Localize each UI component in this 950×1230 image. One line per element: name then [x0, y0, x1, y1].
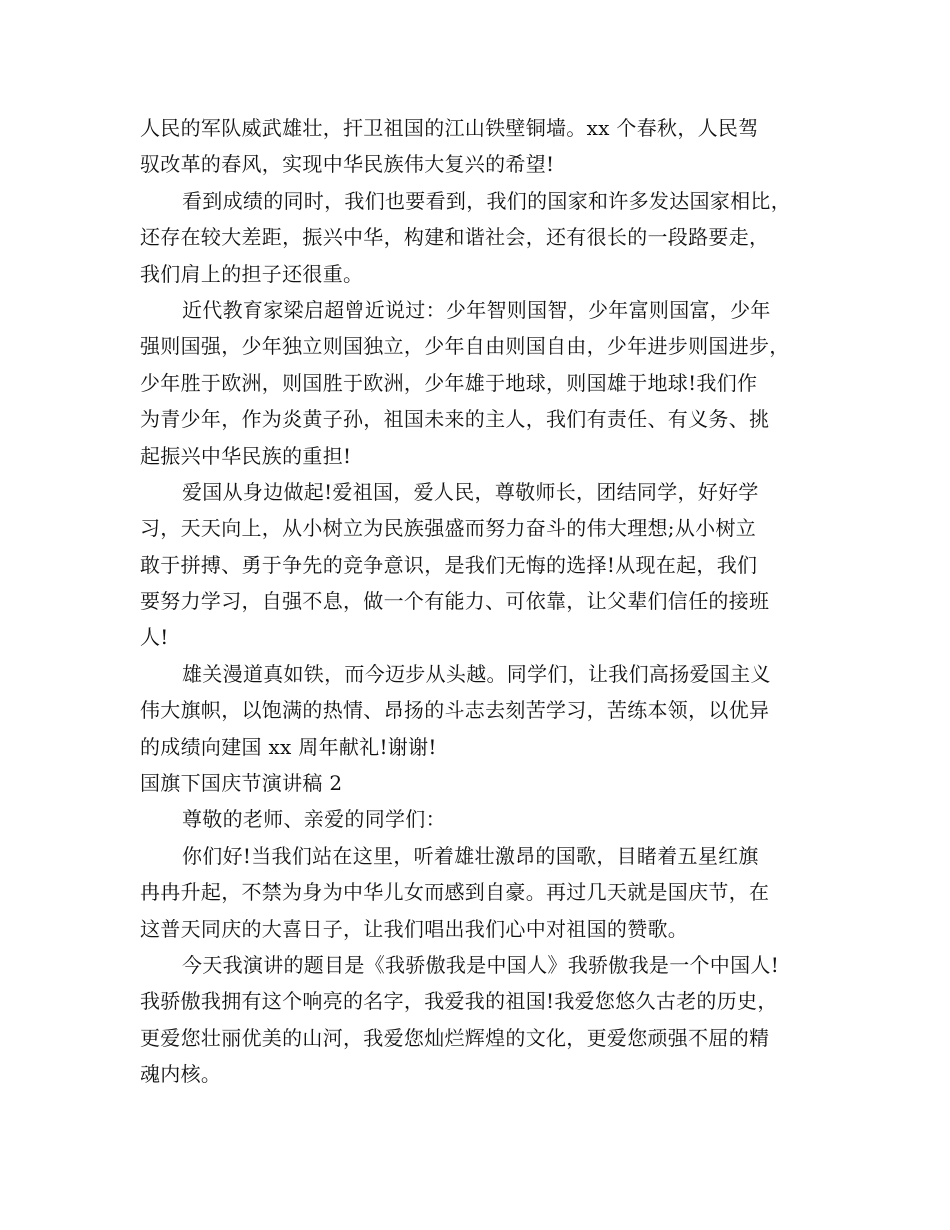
- text-line: 起振兴中华民族的重担!: [140, 443, 352, 468]
- text-line: 敢于拼搏、勇于争先的竞争意识，是我们无悔的选择!从现在起，我们: [140, 552, 758, 577]
- text-line: 我们肩上的担子还很重。: [140, 261, 364, 286]
- text-line: 我骄傲我拥有这个响亮的名字，我爱我的祖国!我爱您悠久古老的历史，: [140, 989, 778, 1014]
- text-line: 魂内核。: [140, 1062, 222, 1087]
- text-line: 少年胜于欧洲，则国胜于欧洲，少年雄于地球，则国雄于地球!我们作: [140, 370, 758, 395]
- text-line: 尊敬的老师、亲爱的同学们：: [182, 807, 446, 832]
- text-line: 人民的军队威武雄壮，扞卫祖国的江山铁壁铜墙。xx 个春秋，人民驾: [140, 116, 759, 140]
- text-line: 的成绩向建国 xx 周年献礼!谢谢!: [140, 734, 437, 759]
- text-line: 强则国强，少年独立则国独立，少年自由则国自由，少年进步则国进步，: [140, 334, 790, 359]
- text-line: 更爱您壮丽优美的山河，我爱您灿烂辉煌的文化，更爱您顽强不屈的精: [140, 1025, 770, 1050]
- text-line: 还存在较大差距，振兴中华，构建和谐社会，还有很长的一段路要走，: [140, 225, 770, 250]
- text-line: 冉冉升起，不禁为身为中华儿女而感到自豪。再过几天就是国庆节，在: [140, 880, 770, 905]
- section-heading: 国旗下国庆节演讲稿 2: [140, 771, 343, 796]
- text-line: 伟大旗帜，以饱满的热情、昂扬的斗志去刻苦学习，苦练本领，以优异: [140, 698, 770, 723]
- text-line: 为青少年，作为炎黄子孙，祖国未来的主人，我们有责任、有义务、挑: [140, 407, 770, 432]
- text-line: 要努力学习，自强不息，做一个有能力、可依靠，让父辈们信任的接班: [140, 589, 770, 614]
- text-line: 这普天同庆的大喜日子，让我们唱出我们心中对祖国的赞歌。: [140, 916, 689, 941]
- text-line: 看到成绩的同时，我们也要看到，我们的国家和许多发达国家相比，: [182, 188, 791, 213]
- text-line: 你们好!当我们站在这里，听着雄壮激昂的国歌，目睹着五星红旗: [182, 843, 759, 868]
- text-line: 今天我演讲的题目是《我骄傲我是中国人》我骄傲我是一个中国人!: [182, 952, 780, 977]
- text-line: 驭改革的春风，实现中华民族伟大复兴的希望!: [140, 152, 555, 177]
- text-line: 近代教育家梁启超曾近说过：少年智则国智，少年富则国富，少年: [182, 297, 771, 322]
- document-body: [140, 110, 826, 1093]
- text-line: 爱国从身边做起!爱祖国，爱人民，尊敬师长，团结同学，好好学: [182, 479, 759, 504]
- text-line: 人!: [140, 625, 169, 650]
- text-line: 雄关漫道真如铁，而今迈步从头越。同学们，让我们高扬爱国主义: [182, 661, 771, 686]
- text-line: 习，天天向上，从小树立为民族强盛而努力奋斗的伟大理想;从小树立: [140, 516, 757, 541]
